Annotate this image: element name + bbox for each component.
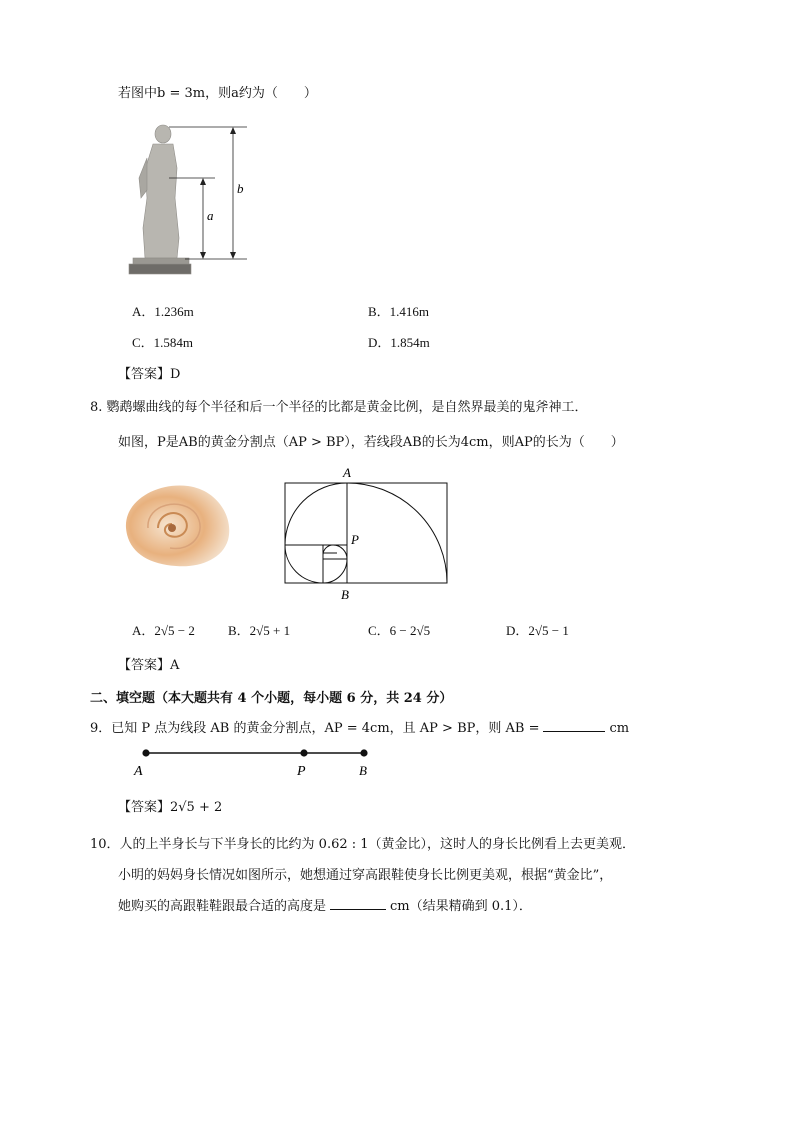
q10-line2: 小明的妈妈身长情况如图所示，她想通过穿高跟鞋使身长比例更美观，根据“黄金比”， [118,868,613,883]
q8-line2: 如图，P是AB的黄金分割点（AP > BP），若线段AB的长为4cm，则AP的长为（ ） [118,435,624,450]
q10-answer-blank[interactable] [330,897,386,910]
label-B: B [341,587,349,602]
golden-spiral-diagram [278,462,458,602]
segment-label-B: B [359,763,367,778]
point-B [360,749,367,756]
q7-option-d: D．1.854m [368,335,430,350]
q9-stem [90,717,629,736]
point-P [300,749,307,756]
label-b: b [237,181,244,196]
label-A: A [343,465,351,480]
label-P: P [351,532,359,547]
q8-answer: 【答案】A [118,658,180,673]
q9-unit: cm [609,721,630,736]
label-a: a [207,208,214,223]
section-heading: 二、填空题（本大题共有 4 个小题，每小题 6 分，共 24 分） [90,691,453,706]
q7-option-b: B．1.416m [368,304,430,319]
q7-answer: 【答案】D [118,367,181,382]
segment-diagram [130,744,380,780]
nautilus-shell-image [118,478,236,568]
q10-line3-after: cm（结果精确到 0.1）． [390,899,532,914]
q7-option-c: C．1.584m [132,335,194,350]
q7-option-a: A．1.236m [132,304,194,319]
q8-option-c: C．6 − 2√5 [368,623,431,638]
q8-option-b: B．2√5 + 1 [228,623,291,638]
q10-line3-before: 她购买的高跟鞋鞋跟最合适的高度是 [118,899,327,914]
q8-option-d: D．2√5 − 1 [506,623,569,638]
q9-answer: 【答案】2√5 + 2 [118,800,223,815]
statue-figure [125,118,275,278]
q10-line3 [118,895,532,914]
q8-line1: 8. 鹦鹉螺曲线的每个半径和后一个半径的比都是黄金比例，是自然界最美的鬼斧神工． [90,400,588,415]
q8-option-a: A．2√5 − 2 [132,623,195,638]
q9-stem-text: 9．已知 P 点为线段 AB 的黄金分割点，AP = 4cm，且 AP > BP，则 AB = [90,721,540,736]
q10-line1: 10．人的上半身长与下半身长的比约为 0.62 : 1（黄金比），这时人的身长比例看上去更美观． [90,837,636,852]
statue-image [129,125,191,274]
point-A [142,749,149,756]
segment-label-P: P [297,764,306,779]
q7-stem: 若图中b = 3m，则a约为（ ） [118,86,317,101]
q9-answer-blank[interactable] [543,719,605,732]
segment-label-A: A [134,764,143,779]
